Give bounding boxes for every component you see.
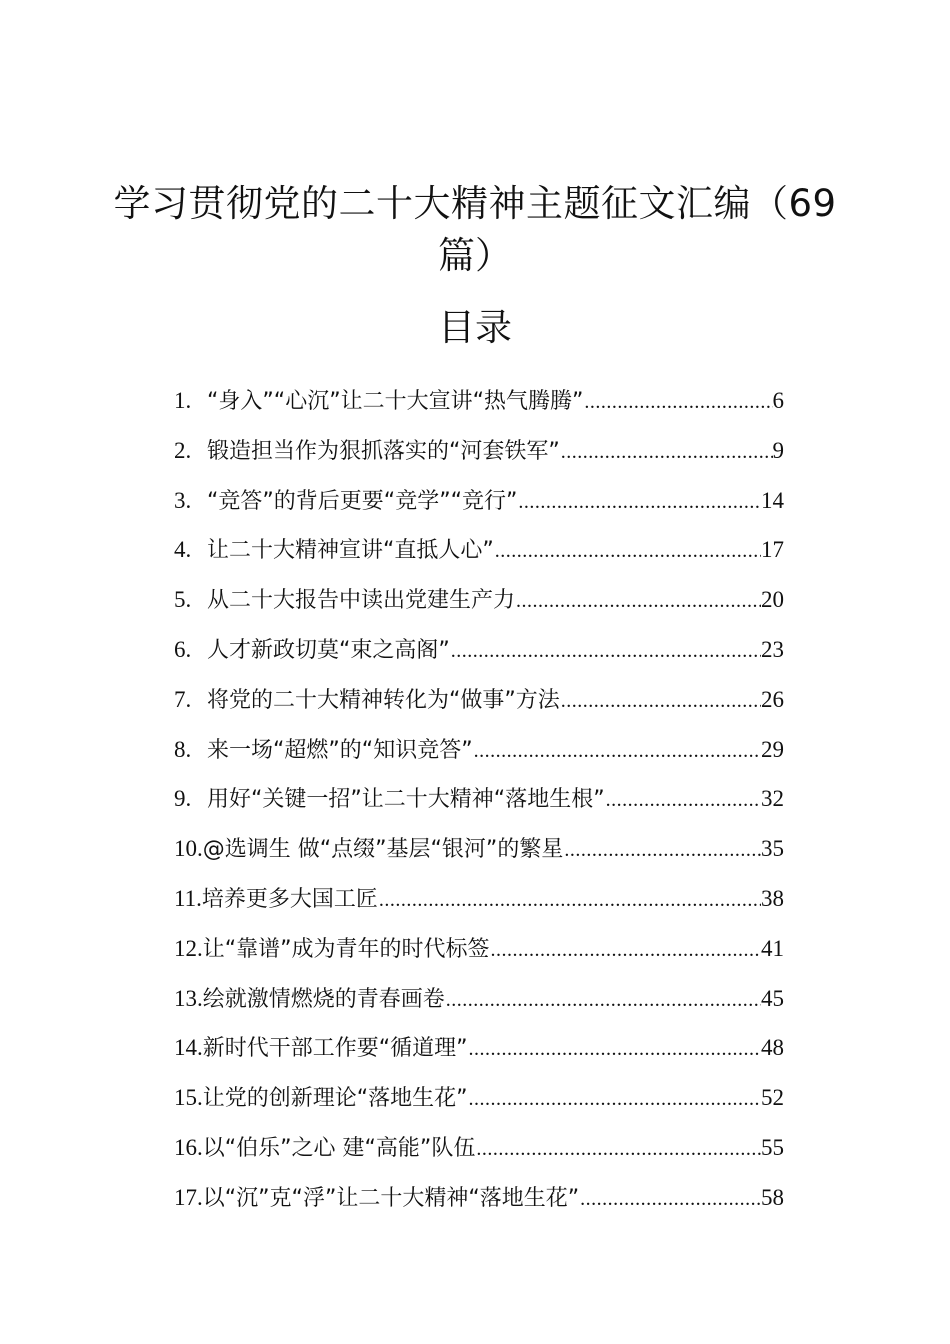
toc-entry-number: 14. (174, 1035, 203, 1061)
toc-entry-number: 12. (174, 935, 203, 961)
toc-entry-title: 新时代干部工作要“循道理” (202, 1036, 468, 1062)
toc-entry[interactable] (174, 824, 784, 874)
toc-entry-page-number: 45 (761, 985, 784, 1011)
toc-entry-title: 人才新政切莫“束之高阁” (207, 637, 450, 663)
toc-entry-number: 7. (174, 686, 192, 712)
toc-entry-number: 6. (174, 636, 192, 662)
document-title-continuation: 篇） (438, 234, 512, 277)
toc-entry-page-number: 6 (772, 388, 784, 413)
toc-entry[interactable] (174, 376, 784, 426)
toc-leader-dots (379, 876, 761, 924)
toc-entry-page-number: 41 (761, 935, 784, 961)
toc-entry-number: 8. (174, 736, 192, 762)
toc-entry[interactable] (174, 675, 784, 725)
document-title-block (0, 178, 950, 354)
toc-leader-dots (469, 1025, 761, 1073)
toc-entry-number: 10. (174, 836, 203, 862)
toc-entry-page-number: 58 (761, 1184, 784, 1210)
toc-entry-title: 用好“关键一招”让二十大精神“落地生根” (207, 787, 605, 813)
toc-entry-page-number: 14 (761, 487, 784, 513)
toc-leader-dots (476, 1125, 761, 1173)
toc-entry-title: 来一场“超燃”的“知识竞答” (207, 737, 473, 763)
toc-leader-dots (518, 478, 761, 526)
toc-entry[interactable] (174, 725, 784, 775)
toc-entry-title: 让“靠谱”成为青年的时代标签 (202, 936, 490, 962)
toc-entry-page-number: 52 (761, 1085, 784, 1111)
toc-entry-title: 将党的二十大精神转化为“做事”方法 (207, 687, 560, 713)
toc-entry-number: 11. (174, 885, 202, 911)
toc-entry-page-number: 26 (761, 686, 784, 712)
toc-entry-title: 锻造担当作为狠抓落实的“河套铁军” (207, 438, 560, 464)
toc-leader-dots (495, 527, 761, 575)
toc-entry-title: 培养更多大国工匠 (201, 886, 378, 912)
toc-entry-page-number: 20 (761, 587, 784, 613)
toc-entry[interactable] (174, 1073, 784, 1123)
toc-leader-dots (606, 776, 761, 824)
toc-entry[interactable] (174, 476, 784, 526)
toc-leader-dots (561, 428, 773, 476)
toc-entry[interactable] (174, 1173, 784, 1223)
toc-entry-title: “身入”“心沉”让二十大宣讲“热气腾腾” (207, 389, 584, 414)
toc-entry-title: @选调生 做“点缀”基层“银河”的繁星 (202, 837, 564, 863)
toc-leader-dots (561, 677, 761, 725)
toc-entry[interactable] (174, 1123, 784, 1173)
toc-entry-number: 4. (174, 537, 192, 563)
toc-entry-number: 1. (174, 388, 192, 413)
toc-entry-number: 15. (174, 1085, 203, 1111)
toc-leader-dots (491, 926, 761, 974)
toc-entry-title: “竞答”的背后更要“竞学”“竞行” (207, 488, 518, 514)
toc-entry-page-number: 29 (761, 736, 784, 762)
document-title: 学习贯彻党的二十大精神主题征文汇编（69 (113, 182, 837, 225)
toc-entry-page-number: 55 (761, 1134, 784, 1160)
toc-entry-number: 9. (174, 786, 192, 812)
toc-leader-dots (446, 976, 761, 1024)
toc-entry[interactable] (174, 426, 784, 476)
toc-leader-dots (451, 627, 761, 675)
table-of-contents (174, 376, 784, 1223)
toc-entry-title: 以“沉”克“浮”让二十大精神“落地生花” (202, 1185, 580, 1211)
toc-entry-number: 5. (174, 587, 192, 613)
toc-leader-dots (584, 378, 772, 426)
toc-entry[interactable] (174, 774, 784, 824)
toc-entry-title: 从二十大报告中读出党建生产力 (207, 588, 516, 614)
toc-entry-page-number: 35 (761, 836, 784, 862)
toc-entry-page-number: 38 (761, 885, 784, 911)
toc-entry[interactable] (174, 625, 784, 675)
toc-entry-number: 17. (174, 1184, 203, 1210)
toc-entry-page-number: 9 (772, 437, 784, 463)
toc-entry-title: 让党的创新理论“落地生花” (202, 1086, 468, 1112)
toc-leader-dots (516, 577, 761, 625)
toc-entry-title: 绘就激情燃烧的青春画卷 (202, 986, 445, 1012)
toc-entry[interactable] (174, 924, 784, 974)
toc-entry-title: 以“伯乐”之心 建“高能”队伍 (202, 1135, 476, 1161)
toc-entry[interactable] (174, 874, 784, 924)
toc-leader-dots (469, 1075, 761, 1123)
toc-entry-page-number: 23 (761, 636, 784, 662)
toc-entry-title: 让二十大精神宣讲“直抵人心” (207, 538, 494, 564)
toc-leader-dots (580, 1175, 761, 1223)
toc-entry-page-number: 48 (761, 1035, 784, 1061)
toc-entry-number: 3. (174, 487, 192, 513)
toc-entry-page-number: 17 (761, 537, 784, 563)
toc-entry[interactable] (174, 1023, 784, 1073)
toc-entry-page-number: 32 (761, 786, 784, 812)
toc-heading: 目录 (438, 306, 512, 349)
toc-entry[interactable] (174, 575, 784, 625)
toc-entry[interactable] (174, 974, 784, 1024)
toc-leader-dots (564, 826, 761, 874)
toc-entry[interactable] (174, 525, 784, 575)
toc-entry-number: 16. (174, 1134, 203, 1160)
toc-leader-dots (474, 727, 761, 775)
toc-entry-number: 2. (174, 437, 192, 463)
toc-entry-number: 13. (174, 985, 203, 1011)
